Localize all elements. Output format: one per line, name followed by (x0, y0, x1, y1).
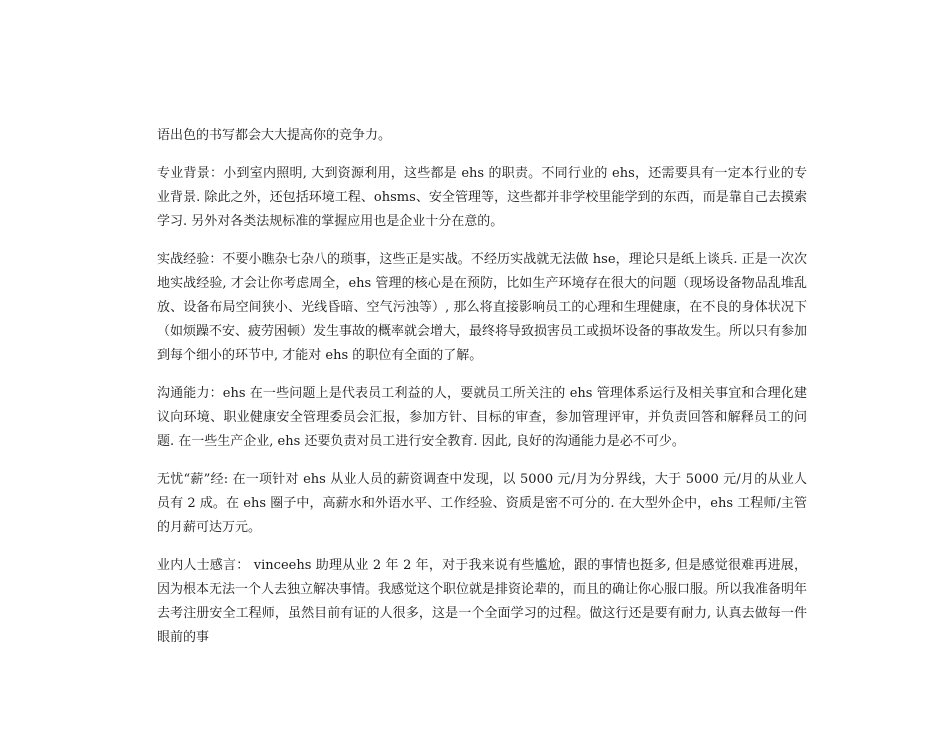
paragraph-intro-end: 语出色的书写都会大大提高你的竞争力。 (157, 128, 392, 143)
paragraph-insider-comments: 业内人士感言： vinceehs 助理从业 2 年 2 年，对于我来说有些尴尬，跟的事情也挺多, 但是感觉很难再进展，因为根本无法一个人去独立解决事情。我感觉这个职位就是排资论辈的，而且的确让你心服口服。所以我准备明年去考注册安全工程师，虽然目前有证的人很多，这是一个全面学习的过程。做这行还是要有耐力, 认真去做每一件眼前的事 (157, 558, 808, 645)
paragraph-practical-experience: 实战经验：不要小瞧杂七杂八的琐事，这些正是实战。不经历实战就无法做 hse，理论只是纸上谈兵. 正是一次次地实战经验, 才会让你考虑周全，ehs 管理的核心是在预防，比如生产环境存在很大的问题（现场设备物品乱堆乱放、设备布局空间狭小、光线昏暗、空气污浊等）, 那么将直接影响员工的心理和生理健康，在不良的身体状况下（如烦躁不安、疲劳困顿）发生事故的概率就会增大，最终将导致损害员工或损坏设备的事故发生。所以只有参加到每个细小的环节中, 才能对 ehs 的职位有全面的了解。 (157, 252, 808, 363)
paragraph-salary: 无忧“薪”经: 在一项针对 ehs 从业人员的薪资调查中发现，以 5000 元/月为分界线，大于 5000 元/月的从业人员有 2 成。在 ehs 圈子中，高薪水和外语水平、工作经验、资质是密不可分的. 在大型外企中，ehs 工程师/主管的月薪可达万元。 (157, 472, 807, 535)
paragraph-professional-background: 专业背景：小到室内照明, 大到资源利用，这些都是 ehs 的职责。不同行业的 ehs，还需要具有一定本行业的专业背景. 除此之外，还包括环境工程、ohsms、安全管理等，这些都并非学校里能学到的东西，而是靠自己去摸索学习. 另外对各类法规标准的掌握应用也是企业十分在意的。 (157, 166, 807, 229)
paragraph-communication-skills: 沟通能力：ehs 在一些问题上是代表员工利益的人，要就员工所关注的 ehs 管理体系运行及相关事宜和合理化建议向环境、职业健康安全管理委员会汇报，参加方针、目标的审查，参加管理评审，并负责回答和解释员工的问题. 在一些生产企业, ehs 还要负责对员工进行安全教育. 因此, 良好的沟通能力是必不可少。 (157, 386, 807, 449)
document-page (157, 124, 807, 650)
